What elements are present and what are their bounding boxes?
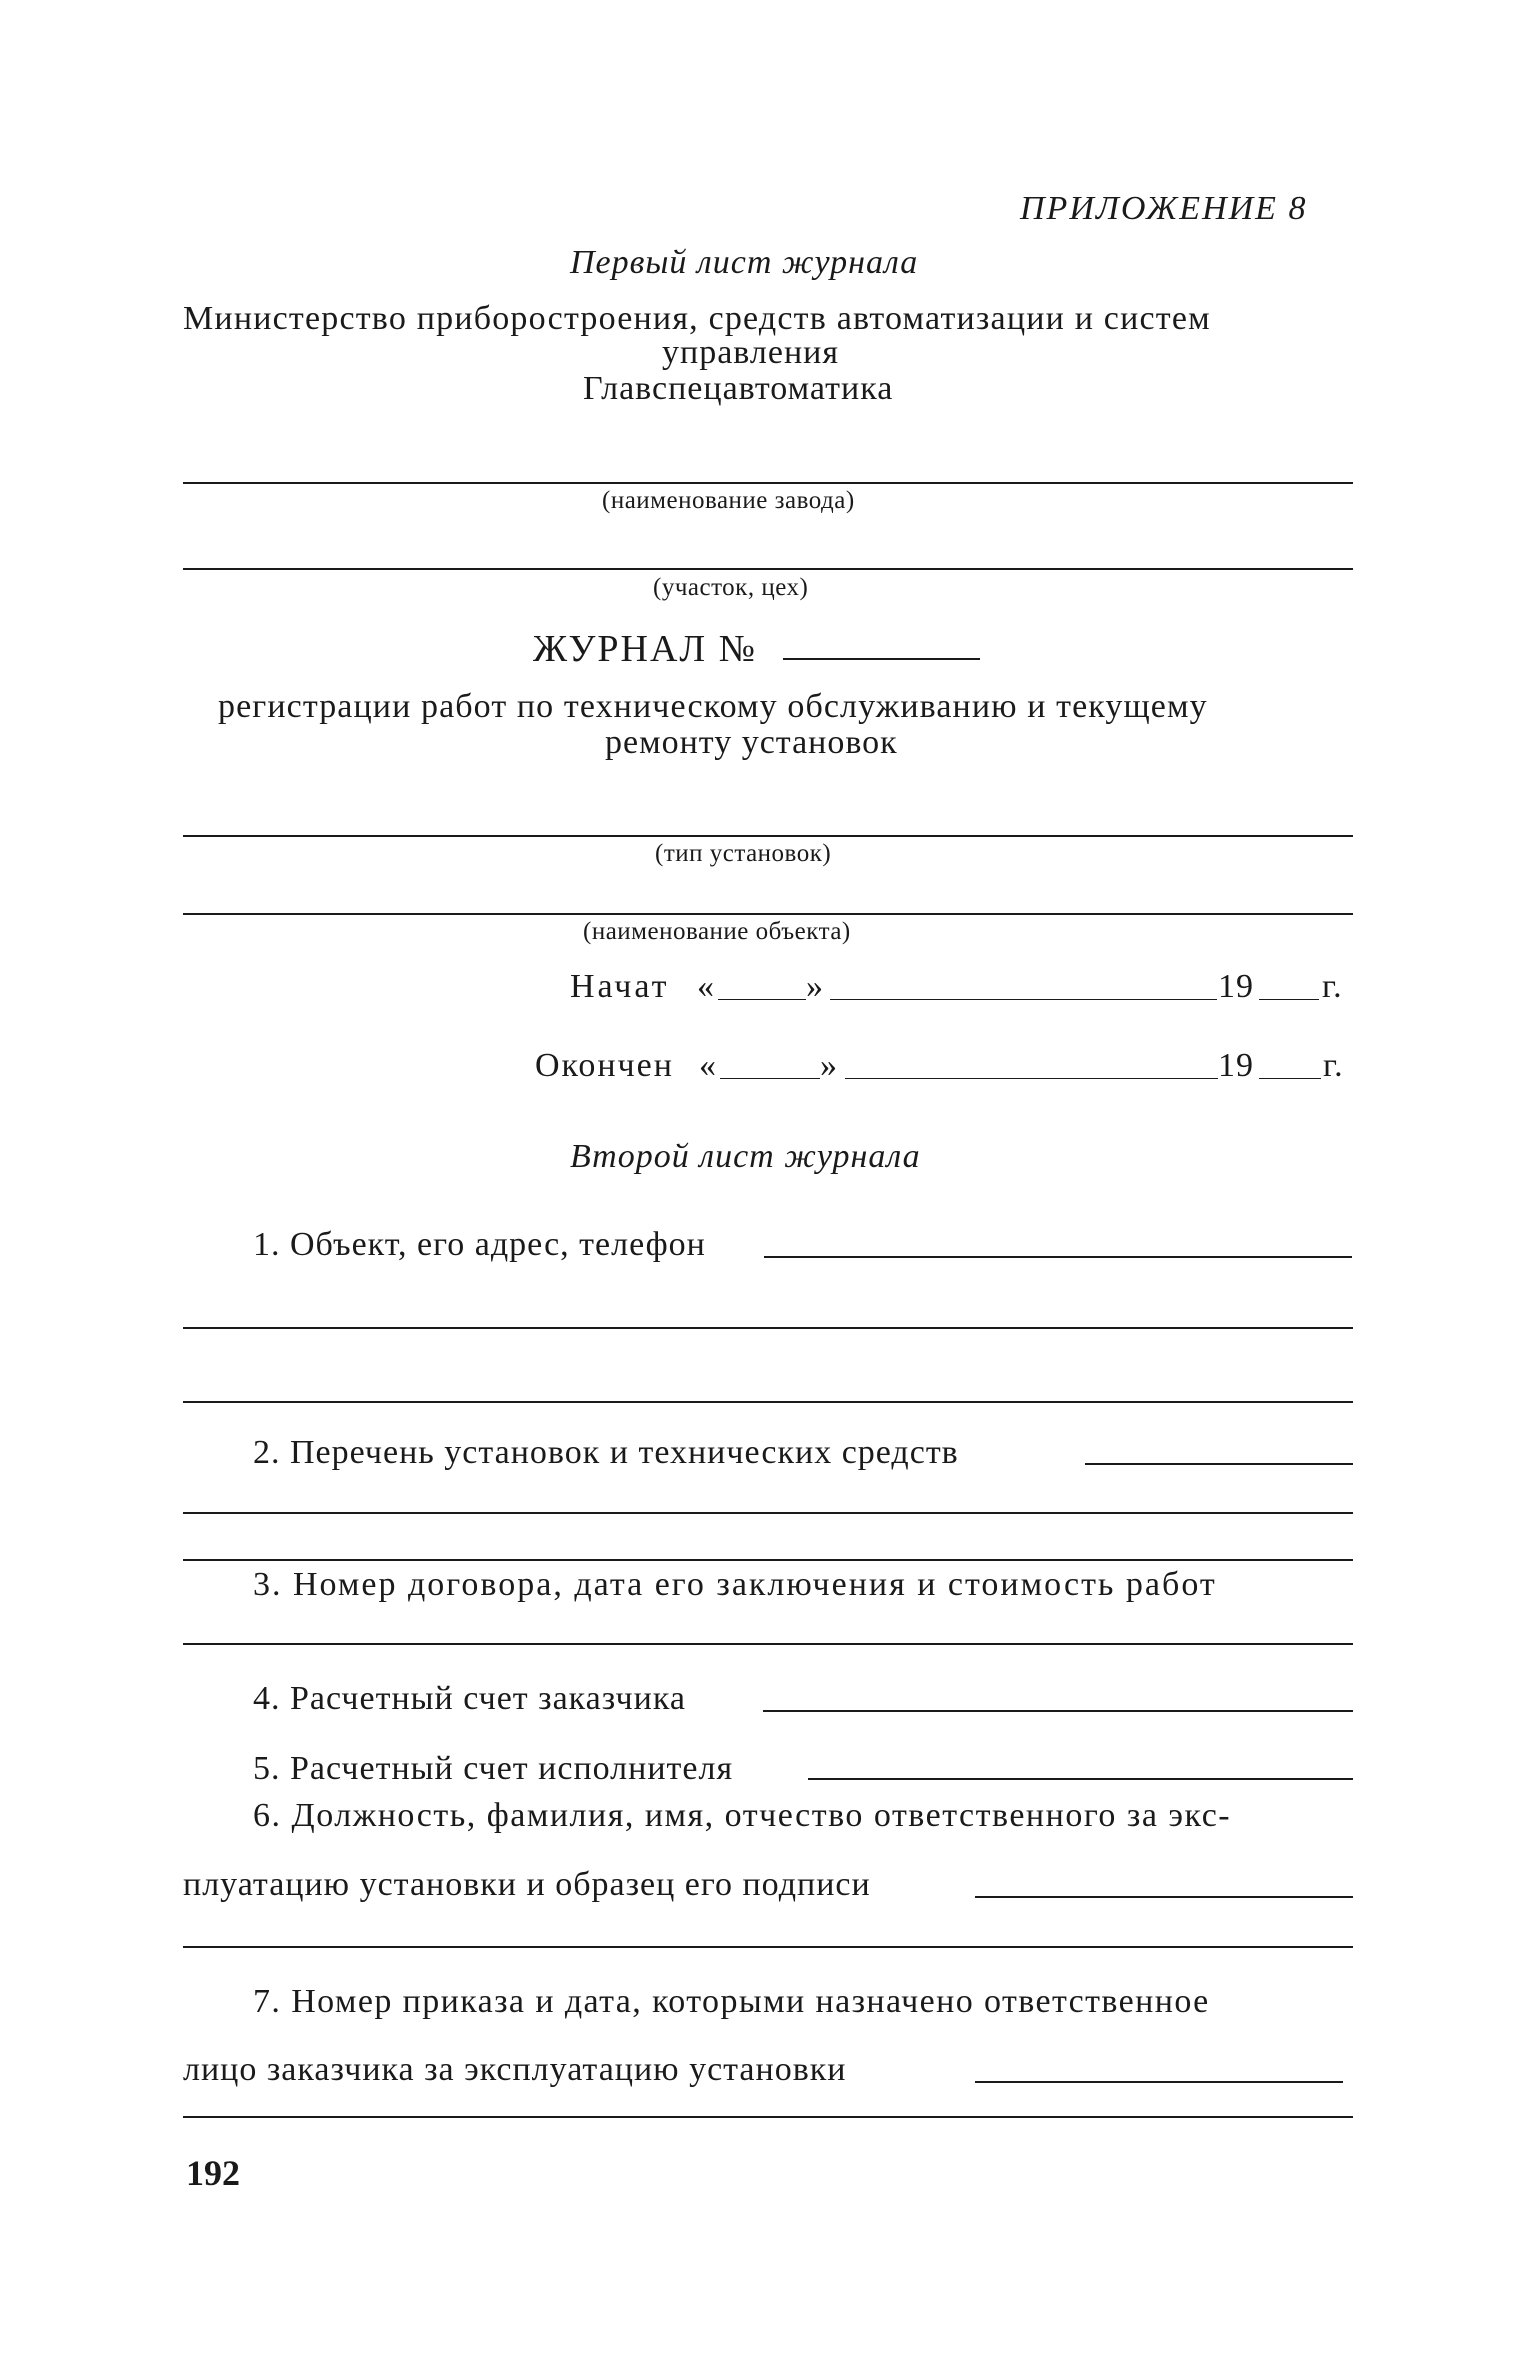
- finished-close-quote: »: [820, 1047, 838, 1084]
- installation-type-line: [183, 835, 1353, 837]
- item-2-extra-line-1: [183, 1512, 1353, 1514]
- second-sheet-title: Второй лист журнала: [570, 1138, 921, 1175]
- item-2: 2. Перечень установок и технических средств: [253, 1434, 959, 1471]
- item-2-fill-line: [1085, 1463, 1353, 1465]
- started-close-quote: »: [806, 968, 824, 1005]
- started-open-quote: «: [697, 968, 715, 1005]
- item-5-fill-line: [808, 1778, 1353, 1780]
- item-6-line-2: плуатацию установки и образец его подписи: [183, 1866, 871, 1903]
- item-7-extra-line: [183, 2116, 1353, 2118]
- item-3: 3. Номер договора, дата его заключения и стоимость работ: [253, 1566, 1217, 1603]
- caption-object: (наименование объекта): [583, 918, 851, 945]
- journal-purpose-line-2: ремонту установок: [605, 724, 898, 761]
- finished-year-line: [1259, 1078, 1321, 1079]
- caption-section: (участок, цех): [653, 574, 809, 601]
- item-6-extra-line: [183, 1946, 1353, 1948]
- started-year-suffix: г.: [1322, 968, 1343, 1005]
- item-7-line-2: лицо заказчика за эксплуатацию установки: [183, 2051, 847, 2088]
- item-6-fill-line: [975, 1896, 1353, 1898]
- started-label: Начат: [570, 968, 670, 1005]
- started-year-line: [1259, 999, 1319, 1000]
- ministry-line-2: управления: [662, 334, 839, 371]
- caption-plant: (наименование завода): [602, 487, 855, 514]
- page-number: 192: [186, 2153, 240, 2193]
- item-6-line-1: 6. Должность, фамилия, имя, отчество ответственного за экс-: [253, 1797, 1232, 1834]
- ministry-line-1: Министерство приборостроения, средств автоматизации и систем: [183, 300, 1211, 337]
- item-2-extra-line-2: [183, 1559, 1353, 1561]
- journal-title: ЖУРНАЛ №: [533, 628, 757, 670]
- organization-name: Главспецавтоматика: [583, 370, 894, 407]
- started-month-line: [830, 999, 1217, 1000]
- started-year-prefix: 19: [1218, 968, 1254, 1005]
- item-3-extra-line: [183, 1643, 1353, 1645]
- finished-year-prefix: 19: [1218, 1047, 1254, 1084]
- item-1-fill-line: [764, 1256, 1352, 1258]
- finished-year-suffix: г.: [1323, 1047, 1344, 1084]
- finished-month-line: [845, 1078, 1218, 1079]
- first-sheet-title: Первый лист журнала: [570, 244, 919, 281]
- finished-open-quote: «: [699, 1047, 717, 1084]
- item-1-extra-line-1: [183, 1327, 1353, 1329]
- object-name-line: [183, 913, 1353, 915]
- appendix-label: ПРИЛОЖЕНИЕ 8: [1020, 190, 1308, 227]
- finished-day-line: [720, 1078, 820, 1079]
- finished-label: Окончен: [535, 1047, 674, 1084]
- caption-type: (тип установок): [655, 840, 832, 867]
- item-4: 4. Расчетный счет заказчика: [253, 1680, 686, 1717]
- item-7-fill-line: [975, 2081, 1343, 2083]
- section-line: [183, 568, 1353, 570]
- item-4-fill-line: [763, 1710, 1353, 1712]
- item-5: 5. Расчетный счет исполнителя: [253, 1750, 734, 1787]
- item-7-line-1: 7. Номер приказа и дата, которыми назначено ответственное: [253, 1983, 1210, 2020]
- started-day-line: [718, 999, 806, 1000]
- item-1-extra-line-2: [183, 1401, 1353, 1403]
- journal-purpose-line-1: регистрации работ по техническому обслуживанию и текущему: [218, 688, 1208, 725]
- plant-name-line: [183, 482, 1353, 484]
- item-1: 1. Объект, его адрес, телефон: [253, 1226, 706, 1263]
- journal-number-line: [783, 658, 980, 660]
